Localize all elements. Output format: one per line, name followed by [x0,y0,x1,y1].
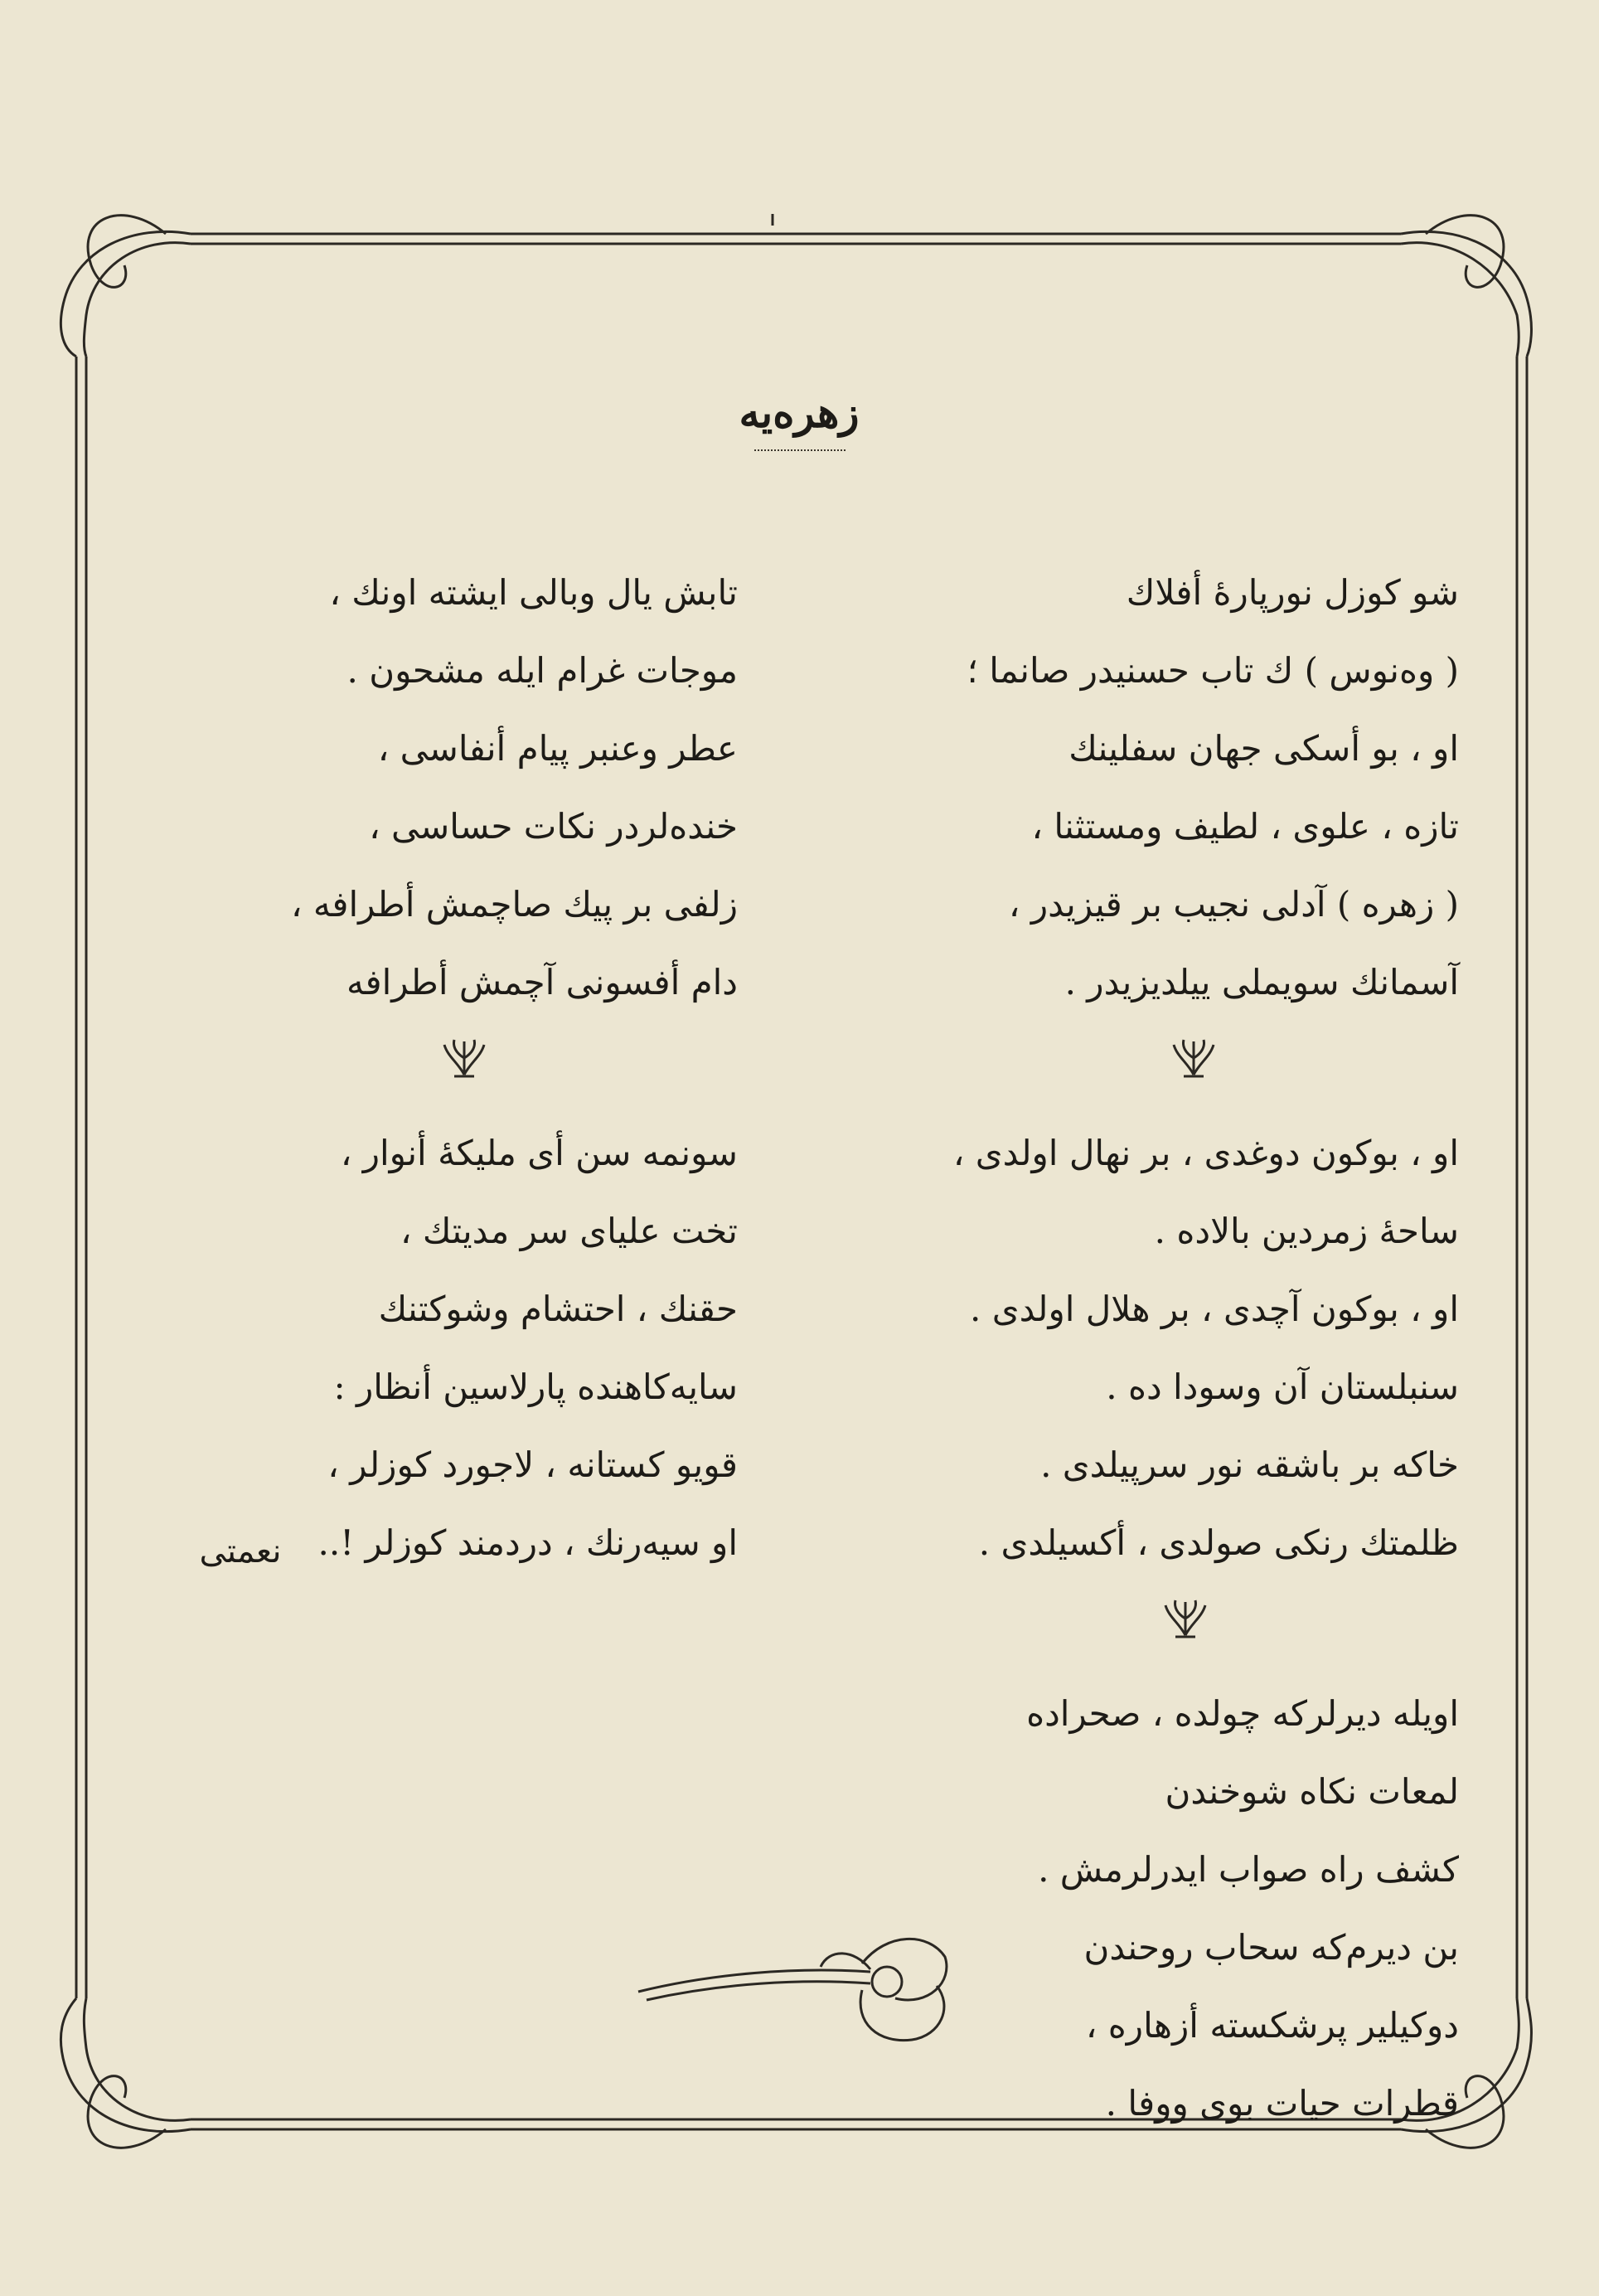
stanza-separator [141,1022,738,1114]
verse-line: قطرات حيات بوی ووفا . [1105,2083,1459,2124]
stanza-separator [837,1582,1459,1675]
verse-line: آسمانك سویملی ييلديزيدر . [1064,962,1459,1002]
verse-line: سنبلستان آن وسودا ده . [1106,1366,1459,1407]
stanza-separator [837,1022,1459,1114]
verse-line: ( وەنوس ) ك تاب حسنيدر صانما ؛ [967,650,1459,691]
poem-column-left [141,554,738,1582]
verse-line: ساحۀ زمردين بالاده . [1154,1211,1459,1251]
poet-signature: نعمتی [199,1532,282,1570]
verse-line: لمعات نكاه شوخندن [1165,1771,1459,1812]
verse-line: ( زهره ) آدلی نجيب بر قيزيدر ، [1008,884,1459,925]
verse-line: خاكه بر باشقه نور سرپيلدی . [1040,1444,1459,1485]
verse-line: سايه‌كاهنده پارلاسين أنظار : [333,1366,738,1407]
fleuron-icon [1169,1033,1219,1083]
verse-line: قويو كستانه ، لاجورد كوزلر ، [327,1444,738,1485]
verse-line: دام أفسونی آچمش أطرافه [346,962,738,1002]
corner-flourish-bottom-left [61,1998,191,2148]
verse-line: سونمه سن أی مليكۀ أنوار ، [340,1133,738,1173]
verse-line: تخت عليای سر مديتك ، [400,1211,738,1251]
poem-column-right [837,554,1459,2143]
verse-line: او سيه‌رنك ، دردمند كوزلر !.. [317,1522,738,1563]
verse-line: موجات غرام ايله مشحون . [346,650,738,691]
verse-line: زلفی بر پيك صاچمش أطرافه ، [290,884,738,925]
verse-line: ظلمتك رنكی صولدی ، أكسيلدی . [978,1522,1459,1563]
verse-line: او ، بوكون آچدی ، بر هلال اولدی . [970,1289,1459,1329]
poem-title: زهره‌یه [739,388,860,437]
verse-line: دوكيلير پرشكسته أزهاره ، [1085,2005,1459,2046]
verse-line: تابش يال وبالی ايشته اونك ، [329,572,738,613]
fleuron-icon [439,1033,489,1083]
fleuron-icon [1160,1594,1210,1643]
corner-flourish-top-left [61,216,191,357]
verse-line: خنده‌لردر نكات حساسی ، [369,806,738,847]
corner-flourish-top-right [1401,216,1531,357]
verse-line: اويله ديرلركه چولده ، صحراده [1026,1693,1459,1734]
verse-line: تازه ، علوی ، لطيف ومستثنا ، [1031,806,1459,847]
verse-line: بن ديرم‌كه سحاب روحندن [1083,1927,1459,1968]
verse-line: كشف راه صواب ايدرلرمش . [1038,1849,1459,1890]
verse-line: شو کوزل نورپارۀ أفلاك [1126,572,1459,613]
verse-line: حقنك ، احتشام وشوكتنك [378,1289,738,1329]
verse-line: او ، بو أسكی جهان سفلينك [1068,728,1459,769]
verse-line: او ، بوكون دوغدی ، بر نهال اولدی ، [952,1133,1459,1173]
title-divider [754,449,846,451]
verse-line: عطر وعنبر پيام أنفاسی ، [377,728,738,769]
